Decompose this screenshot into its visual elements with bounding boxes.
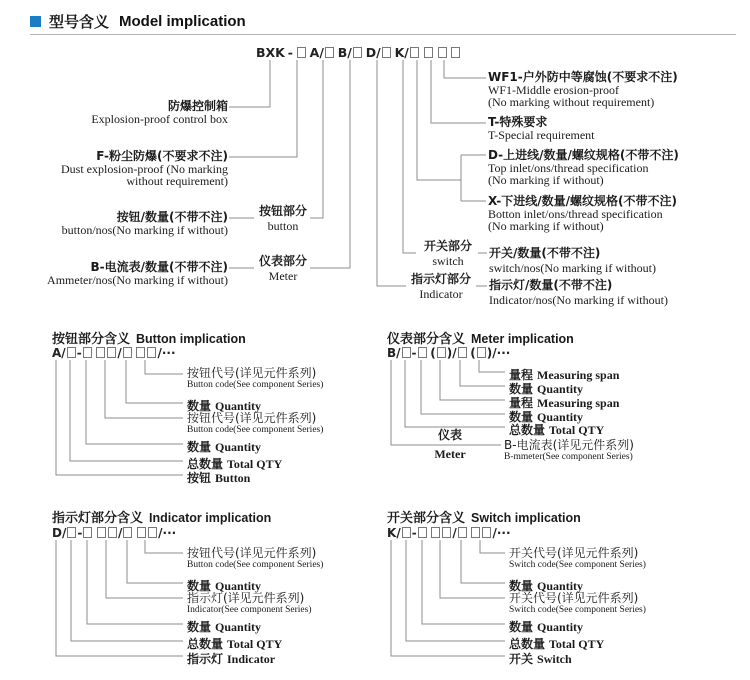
formula-box <box>83 527 92 538</box>
section-indicator-label-2: 指示灯(详见元件系列) Indicator(See component Series) <box>187 591 312 615</box>
label-wf1: WF1-户外防中等腐蚀(不要求不注) WF1-Middle erosion-proof (No marking without requirement) <box>488 70 678 109</box>
formula-box <box>458 527 467 538</box>
formula-box <box>325 47 334 58</box>
section-meter-formula: B/ - ( )/ ( )/··· <box>387 346 511 360</box>
formula-box <box>482 527 491 538</box>
section-indicator-label-3: 数量 Quantity <box>187 620 262 634</box>
formula-box <box>123 347 132 358</box>
section-switch-formula: K/ - / /··· <box>387 526 511 540</box>
section-meter-label-1: 数量 Quantity <box>509 382 584 396</box>
formula-box <box>123 527 132 538</box>
formula-box <box>97 527 106 538</box>
formula-box <box>437 347 446 358</box>
section-indicator-title: 指示灯部分含义 Indicator implication <box>52 511 272 526</box>
section-meter-label-4: 总数量 Total QTY <box>509 423 605 437</box>
section-button-label-4: 总数量 Total QTY <box>187 457 283 471</box>
formula-box <box>424 47 433 58</box>
formula-box <box>418 347 427 358</box>
section-switch-label-2: 开关代号(详见元件系列) Switch code(See component Series) <box>509 591 646 615</box>
formula-box <box>418 527 427 538</box>
formula-box <box>471 527 480 538</box>
label-top-inlet: D-上进线/数量/螺纹规格(不带不注) Top inlet/ons/thread specification (No marking if without) <box>488 148 679 187</box>
formula-box <box>451 47 460 58</box>
section-switch-label-0: 开关代号(详见元件系列) Switch code(See component Series) <box>509 546 646 570</box>
label-dust-proof: F-粉尘防爆(不要求不注) Dust explosion-proof (No marking without requirement) <box>61 149 228 188</box>
formula-box <box>96 347 105 358</box>
label-special-requirement: T-特殊要求 T-Special requirement <box>488 115 595 142</box>
section-switch-label-4: 总数量 Total QTY <box>509 637 605 651</box>
page-title-zh: 型号含义 <box>49 12 110 31</box>
section-button-label-1: 数量 Quantity <box>187 399 262 413</box>
formula-box <box>67 527 76 538</box>
section-indicator-formula: D/ - / /··· <box>52 526 177 540</box>
section-meter-label-0: 量程 Measuring span <box>509 368 620 382</box>
formula-box <box>402 347 411 358</box>
section-switch-title: 开关部分含义 Switch implication <box>387 511 581 526</box>
label-control-box: 防爆控制箱 Explosion-proof control box <box>91 99 228 126</box>
part-label-meter: 仪表部分 Meter <box>258 254 307 283</box>
part-label-indicator: 指示灯部分 Indicator <box>410 272 471 301</box>
section-switch-label-3: 数量 Quantity <box>509 620 584 634</box>
formula-box <box>438 47 447 58</box>
formula-box <box>442 527 451 538</box>
formula-box <box>402 527 411 538</box>
formula-box <box>147 347 156 358</box>
formula-box <box>108 527 117 538</box>
formula-box <box>107 347 116 358</box>
section-meter-label-3: 数量 Quantity <box>509 410 584 424</box>
part-label-button: 按钮部分 button <box>258 204 307 233</box>
section-switch-label-1: 数量 Quantity <box>509 579 584 593</box>
section-switch-label-5: 开关 Switch <box>509 652 572 666</box>
section-button-label-3: 数量 Quantity <box>187 440 262 454</box>
formula-box <box>148 527 157 538</box>
section-button-label-0: 按钮代号(详见元件系列) Button code(See component Series) <box>187 366 324 390</box>
label-button-qty: 按钮/数量(不带不注) button/nos(No marking if without) <box>61 210 228 237</box>
formula-box <box>431 527 440 538</box>
section-indicator-label-5: 指示灯 Indicator <box>187 652 276 666</box>
section-indicator-label-0: 按钮代号(详见元件系列) Button code(See component Series) <box>187 546 324 570</box>
formula-box <box>410 47 419 58</box>
formula-box <box>137 527 146 538</box>
formula-box <box>477 347 486 358</box>
part-label-switch: 开关部分 switch <box>423 239 472 268</box>
formula-box <box>136 347 145 358</box>
section-button-title: 按钮部分含义 Button implication <box>52 332 246 347</box>
formula-box <box>83 347 92 358</box>
section-button-label-2: 按钮代号(详见元件系列) Button code(See component Series) <box>187 411 324 435</box>
main-model-formula: BXK - A/ B/ D/ K/ <box>256 46 461 59</box>
label-ammeter-qty: B-电流表/数量(不带不注) Ammeter/nos(No marking if without) <box>47 260 228 287</box>
section-button-formula: A/ - / /··· <box>52 346 176 360</box>
section-indicator-label-1: 数量 Quantity <box>187 579 262 593</box>
page-title-en: Model implication <box>119 12 246 30</box>
section-meter-label-2: 量程 Measuring span <box>509 396 620 410</box>
section-indicator-label-4: 总数量 Total QTY <box>187 637 283 651</box>
section-meter-side-label-zh: 仪表 <box>437 428 462 442</box>
section-meter-title: 仪表部分含义 Meter implication <box>387 332 574 347</box>
section-meter-label-5: B-电流表(详见元件系列) B-mmeter(See component Series) <box>504 438 634 462</box>
label-switch-qty: 开关/数量(不带不注) switch/nos(No marking if without) <box>489 246 656 275</box>
formula-box <box>382 47 391 58</box>
formula-box <box>458 347 467 358</box>
formula-box <box>67 347 76 358</box>
formula-box <box>353 47 362 58</box>
section-meter-side-label-en: Meter <box>434 447 466 461</box>
label-indicator-qty: 指示灯/数量(不带不注) Indicator/nos(No marking if without) <box>489 278 668 307</box>
formula-box <box>297 47 306 58</box>
label-bottom-inlet: X-下进线/数量/螺纹规格(不带不注) Botton inlet/ons/thread specification (No marking if without) <box>488 194 677 233</box>
section-button-label-5: 按钮 Button <box>187 471 251 485</box>
